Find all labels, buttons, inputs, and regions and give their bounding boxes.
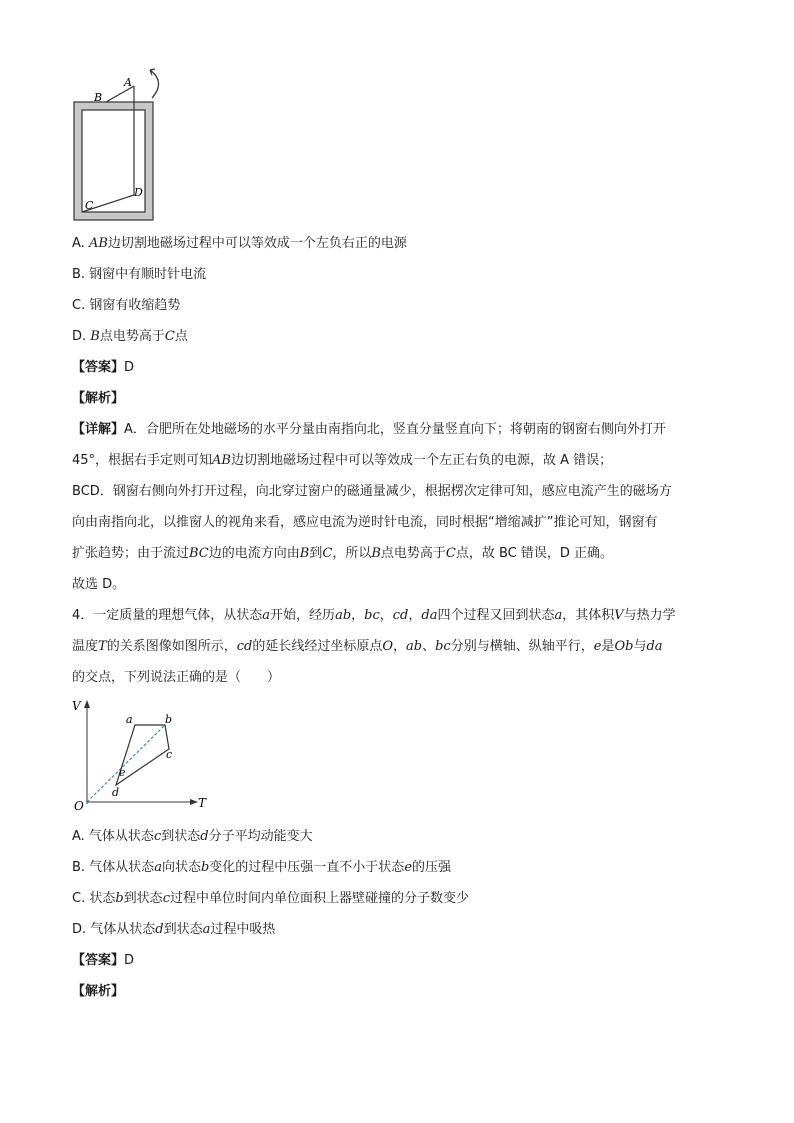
point-label-e: e: [119, 766, 126, 779]
q4-stem-line-2: 温度T的关系图像如图所示，cd的延长线经过坐标原点O，ab、bc分别与横轴、纵轴平行，e是Ob与da: [72, 639, 663, 654]
v-axis-arrow: [84, 700, 90, 708]
label-C: C: [85, 199, 94, 212]
q4-stem-line-3: 的交点，下列说法正确的是（ ）: [72, 670, 281, 685]
label-A: A: [124, 76, 132, 89]
q4-option-b: B. 气体从状态a向状态b变化的过程中压强一直不小于状态e的压强: [72, 860, 452, 875]
q4-analysis-heading: 【解析】: [72, 984, 125, 999]
q3-detail-line-2: 45°，根据右手定则可知AB边切割地磁场过程中可以等效成一个左正右负的电源，故 A 错误；: [72, 453, 613, 468]
point-label-c: c: [166, 748, 173, 761]
point-label-a: a: [126, 713, 133, 726]
q3-option-a: A. AB边切割地磁场过程中可以等效成一个左负右正的电源: [72, 236, 407, 251]
q3-analysis-heading: 【解析】: [72, 391, 125, 406]
point-label-b: b: [165, 713, 173, 726]
q3-detail-line-4: 向由南指向北，以推窗人的视角来看，感应电流为逆时针电流，同时根据“增缩减扩”推论可知，钢窗有: [72, 515, 658, 530]
vt-graph: [66, 696, 216, 812]
q3-option-b: B. 钢窗中有顺时针电流: [72, 267, 207, 282]
q4-option-d: D. 气体从状态d到状态a过程中吸热: [72, 922, 276, 937]
q3-option-c: C. 钢窗有收缩趋势: [72, 298, 181, 313]
q4-option-c: C. 状态b到状态c过程中单位时间内单位面积上器壁碰撞的分子数变少: [72, 891, 469, 906]
q3-option-d: D. B点电势高于C点: [72, 329, 188, 344]
q3-detail-line-5: 扩张趋势；由于流过BC边的电流方向由B到C，所以B点电势高于C点，故 BC 错误，D 正确。: [72, 546, 614, 561]
origin-label-O: O: [74, 799, 84, 812]
q3-detail-line-3: BCD．钢窗右侧向外打开过程，向北穿过窗户的磁通量减少，根据楞次定律可知，感应电流产生的磁场方: [72, 484, 672, 499]
axis-label-V: V: [72, 699, 81, 713]
q3-detail-line-1: 【详解】A．合肥所在处地磁场的水平分量由南指向北，竖直分量竖直向下；将朝南的钢窗右侧向外打开: [72, 422, 666, 437]
axis-label-T: T: [198, 796, 207, 810]
dashed-line-Ob: [87, 725, 165, 802]
point-label-d: d: [112, 786, 120, 799]
window-figure: [66, 62, 176, 224]
q4-stem-line-1: 4．一定质量的理想气体，从状态a开始，经历ab，bc，cd，da四个过程又回到状态a，其体积V与热力学: [72, 608, 676, 623]
q3-conclusion: 故选 D。: [72, 577, 126, 592]
q3-answer: 【答案】D: [72, 360, 135, 375]
q4-answer: 【答案】D: [72, 953, 135, 968]
q4-option-a: A. 气体从状态c到状态d分子平均动能变大: [72, 829, 313, 844]
label-B: B: [94, 91, 103, 104]
t-axis-arrow: [190, 799, 198, 805]
label-D: D: [134, 186, 143, 199]
